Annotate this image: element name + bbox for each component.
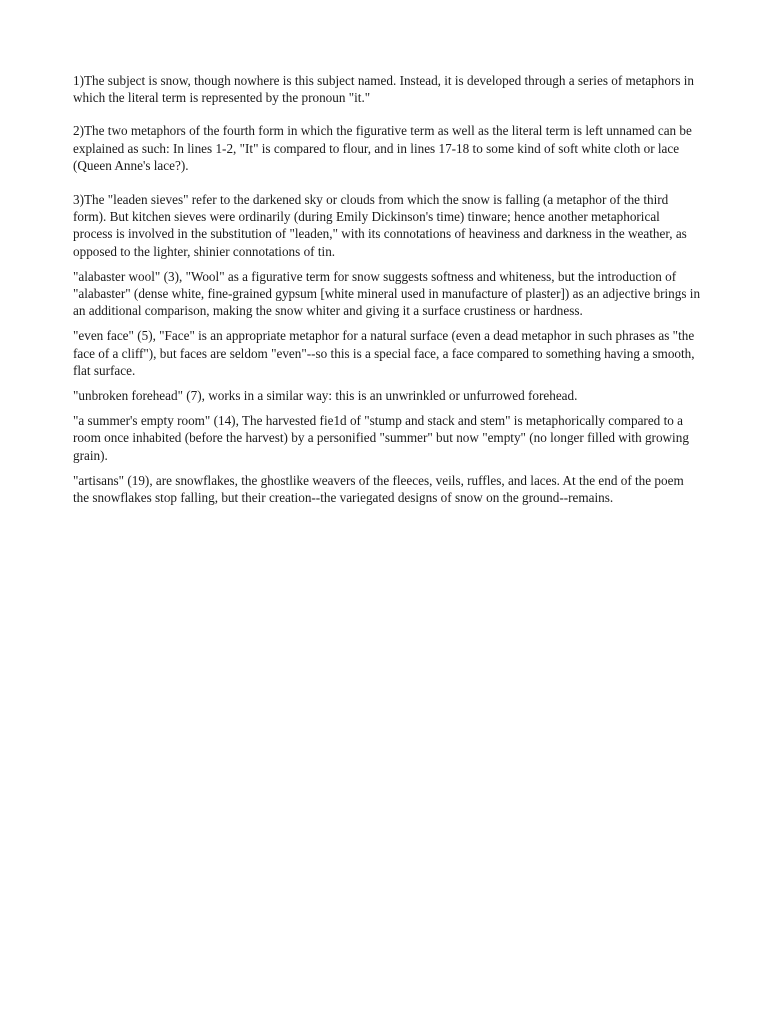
paragraph-even-face: "even face" (5), "Face" is an appropriate metaphor for a natural surface (even a dead metaphor in such phrases as "the face of a cliff"), but faces are seldom "even"--so this is a special face, a face compared to something having a smooth, flat surface. (73, 328, 695, 378)
paragraph-alabaster-wool: "alabaster wool" (3), "Wool" as a figurative term for snow suggests softness and whiteness, but the introduction of "alabaster" (dense white, fine-grained gypsum [white mineral used in manufacture of plaster]) as an adjective brings in an additional comparison, making the snow whiter and giving it a surface crustiness or hardness. (73, 268, 701, 319)
paragraph-summers-empty-room: "a summer's empty room" (14), The harvested fie1d of "stump and stack and stem" is metaphorically compared to a room once inhabited (before the harvest) by a personified "summer" but now "empty" (no longer filled with growing grain). (73, 413, 689, 463)
paragraph-unbroken-forehead: "unbroken forehead" (7), works in a similar way: this is an unwrinkled or unfurrowed forehead. (73, 388, 578, 404)
paragraph-fourth-form-metaphors: 2)The two metaphors of the fourth form in which the figurative term as well as the literal term is left unnamed can be explained as such: In lines 1-2, "It" is compared to flour, and in lines 17-18 to some kind of soft white cloth or lace (Queen Anne's lace?). (73, 123, 692, 173)
paragraph-subject: 1)The subject is snow, though nowhere is this subject named. Instead, it is developed through a series of metaphors in which the literal term is represented by the pronoun "it." (73, 73, 695, 106)
paragraph-artisans: "artisans" (19), are snowflakes, the ghostlike weavers of the fleeces, veils, ruffles, and laces. At the end of the poem the snowflakes stop falling, but their creation--the variegated designs of snow on the ground--remains. (73, 472, 684, 506)
paragraph-leaden-sieves: 3)The "leaden sieves" refer to the darkened sky or clouds from which the snow is falling (a metaphor of the third form). But kitchen sieves were ordinarily (during Emily Dickinson's time) tinware; hence another metaphorical process is involved in the substitution of "leaden," with its connotations of heaviness and darkness in the weather, as opposed to the lighter, shinier connotations of tin. (73, 192, 687, 259)
document-page (73, 72, 701, 514)
